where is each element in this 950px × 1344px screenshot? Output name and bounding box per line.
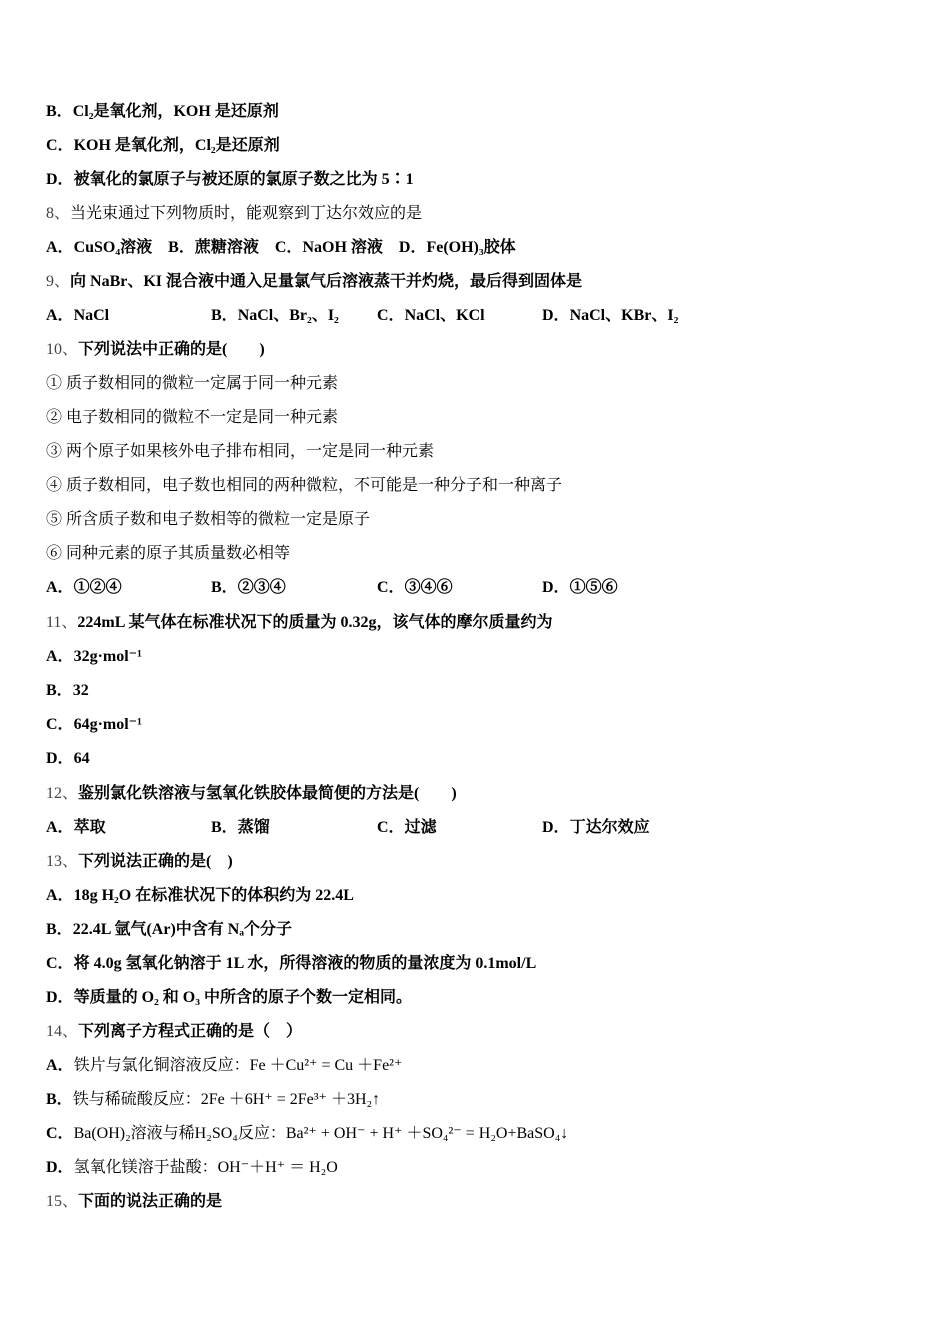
question-number: 11、 [46, 614, 78, 631]
option-text: NaCl、KBr、I₂ [569, 307, 679, 324]
option-label: D． [542, 307, 570, 324]
q8-options [46, 238, 516, 258]
q10-option-b [211, 578, 286, 598]
option-label: A． [46, 579, 74, 596]
option-text: 氢氧化镁溶于盐酸：OH⁻＋H⁺ ＝ H₂O [73, 1159, 338, 1176]
option-text: Cl₂是氧化剂，KOH 是还原剂 [72, 103, 279, 120]
q14-stem [46, 1022, 302, 1042]
option-text: NaCl、KCl [404, 307, 485, 324]
option-label: D． [542, 579, 570, 596]
q10-statement-4: ④ 质子数相同，电子数也相同的两种微粒，不可能是一种分子和一种离子 [46, 477, 563, 494]
q12-option-b [211, 818, 270, 838]
option-text: CuSO₄溶液 [73, 239, 153, 256]
option-text: ③④⑥ [404, 579, 453, 596]
option-text: NaCl、Br₂、I₂ [237, 307, 339, 324]
option-label: A． [46, 887, 74, 904]
question-number: 10、 [46, 341, 79, 358]
question-number: 15、 [46, 1193, 79, 1210]
q10-statement-2: ② 电子数相同的微粒不一定是同一种元素 [46, 409, 339, 426]
question-text: 鉴别氯化铁溶液与氢氧化铁胶体最简便的方法是( ) [78, 785, 457, 802]
option-label: B． [46, 682, 73, 699]
q10-statement-5: ⑤ 所含质子数和电子数相等的微粒一定是原子 [46, 511, 371, 528]
q14-option-a [46, 1056, 402, 1076]
option-label: B． [211, 579, 238, 596]
q8-stem [46, 204, 422, 224]
q12-stem [46, 784, 457, 804]
option-label: C． [274, 239, 303, 256]
option-label: D． [398, 239, 427, 256]
option-text: 萃取 [73, 819, 106, 836]
question-text: 下列说法正确的是( ) [78, 853, 233, 870]
option-label: B． [46, 1091, 73, 1108]
option-label: B． [211, 307, 238, 324]
question-number: 8、 [46, 205, 71, 222]
q10-stem [46, 340, 265, 360]
question-text: 224mL 某气体在标准状况下的质量为 0.32g，该气体的摩尔质量约为 [77, 614, 553, 631]
q13-option-a [46, 886, 354, 906]
option-label: A． [46, 239, 74, 256]
q10-option-d [542, 578, 618, 598]
q14-option-d [46, 1158, 338, 1178]
option-text: 32g·mol⁻¹ [73, 648, 142, 665]
option-text: 等质量的 O₂ 和 O₃ 中所含的原子个数一定相同。 [73, 989, 413, 1006]
option-label: C． [377, 307, 405, 324]
question-text: 下列说法中正确的是( ) [78, 341, 265, 358]
option-label: D． [46, 750, 74, 767]
q13-option-b [46, 920, 292, 940]
option-text: 64 [73, 750, 90, 767]
q13-option-d [46, 988, 412, 1008]
q11-option-b [46, 681, 89, 701]
q8-option-c [275, 239, 383, 256]
q12-option-c [377, 818, 437, 838]
option-text: 被氧化的氯原子与被还原的氯原子数之比为 5∶1 [73, 171, 414, 188]
option-text: 64g·mol⁻¹ [73, 716, 142, 733]
option-label: C． [46, 716, 74, 733]
option-text: KOH 是氧化剂，Cl₂是还原剂 [73, 137, 280, 154]
q11-stem [46, 613, 553, 633]
option-label: B． [168, 239, 195, 256]
option-text: NaOH 溶液 [302, 239, 383, 256]
option-text: 过滤 [404, 819, 437, 836]
question-number: 14、 [46, 1023, 79, 1040]
q9-option-d [542, 306, 678, 326]
q10-option-c [377, 578, 453, 598]
option-label: D． [46, 1159, 74, 1176]
option-label: C． [46, 1125, 74, 1142]
option-label: A． [46, 819, 74, 836]
option-text: 18g H₂O 在标准状况下的体积约为 22.4L [73, 887, 354, 904]
option-label: A． [46, 1057, 74, 1074]
option-label: C． [46, 137, 74, 154]
option-text: 将 4.0g 氢氧化钠溶于 1L 水，所得溶液的物质的量浓度为 0.1mol/L [73, 955, 537, 972]
q8-option-b [168, 239, 259, 256]
q14-option-b [46, 1090, 380, 1110]
q13-option-c [46, 954, 536, 974]
question-text: 向 NaBr、KI 混合液中通入足量氯气后溶液蒸干并灼烧，最后得到固体是 [70, 273, 583, 290]
option-label: B． [211, 819, 238, 836]
option-text: NaCl [73, 307, 110, 324]
option-label: C． [46, 955, 74, 972]
option-text: ①⑤⑥ [569, 579, 618, 596]
option-text: Ba(OH)₂溶液与稀H₂SO₄反应：Ba²⁺ + OH⁻ + H⁺ ＋SO₄²⁻ = H₂O+BaSO₄↓ [73, 1125, 569, 1142]
option-label: D． [46, 989, 74, 1006]
option-text: 蔗糖溶液 [194, 239, 259, 256]
q7-option-b [46, 102, 279, 122]
option-text: 铁与稀硫酸反应：2Fe ＋6H⁺ = 2Fe³⁺ ＋3H₂↑ [72, 1091, 381, 1108]
question-text: 当光束通过下列物质时，能观察到丁达尔效应的是 [70, 205, 423, 222]
option-label: A． [46, 648, 74, 665]
q9-option-b [211, 306, 339, 326]
option-text: ①②④ [73, 579, 122, 596]
option-text: 铁片与氯化铜溶液反应：Fe ＋Cu²⁺ = Cu ＋Fe²⁺ [73, 1057, 403, 1074]
option-text: 32 [72, 682, 89, 699]
q7-option-c [46, 136, 280, 156]
option-text: 丁达尔效应 [569, 819, 650, 836]
option-label: B． [46, 921, 73, 938]
question-number: 13、 [46, 853, 79, 870]
q15-stem [46, 1192, 222, 1212]
q14-option-c [46, 1124, 568, 1144]
q11-option-a [46, 647, 142, 667]
option-label: A． [46, 307, 74, 324]
option-text: Fe(OH)₃胶体 [426, 239, 516, 256]
question-number: 12、 [46, 785, 79, 802]
q9-option-c [377, 306, 485, 326]
q9-option-a [46, 306, 109, 326]
q8-option-a [46, 239, 152, 256]
q13-stem [46, 852, 233, 872]
q7-option-d [46, 170, 414, 190]
q10-statement-1: ① 质子数相同的微粒一定属于同一种元素 [46, 375, 339, 392]
option-text: 蒸馏 [237, 819, 270, 836]
option-label: D． [46, 171, 74, 188]
q12-option-a [46, 818, 106, 838]
question-text: 下列离子方程式正确的是（ ） [78, 1023, 303, 1040]
question-number: 9、 [46, 273, 71, 290]
option-label: C． [377, 579, 405, 596]
q12-option-d [542, 818, 650, 838]
option-text: ②③④ [237, 579, 286, 596]
option-text: 22.4L 氩气(Ar)中含有 Nₐ个分子 [72, 921, 293, 938]
q10-option-a [46, 578, 122, 598]
question-text: 下面的说法正确的是 [78, 1193, 223, 1210]
q11-option-c [46, 715, 142, 735]
q11-option-d [46, 749, 90, 769]
option-label: B． [46, 103, 73, 120]
option-label: C． [377, 819, 405, 836]
q9-stem [46, 272, 582, 292]
q10-statement-3: ③ 两个原子如果核外电子排布相同，一定是同一种元素 [46, 443, 435, 460]
option-label: D． [542, 819, 570, 836]
q8-option-d [399, 239, 516, 256]
q10-statement-6: ⑥ 同种元素的原子其质量数必相等 [46, 545, 291, 562]
